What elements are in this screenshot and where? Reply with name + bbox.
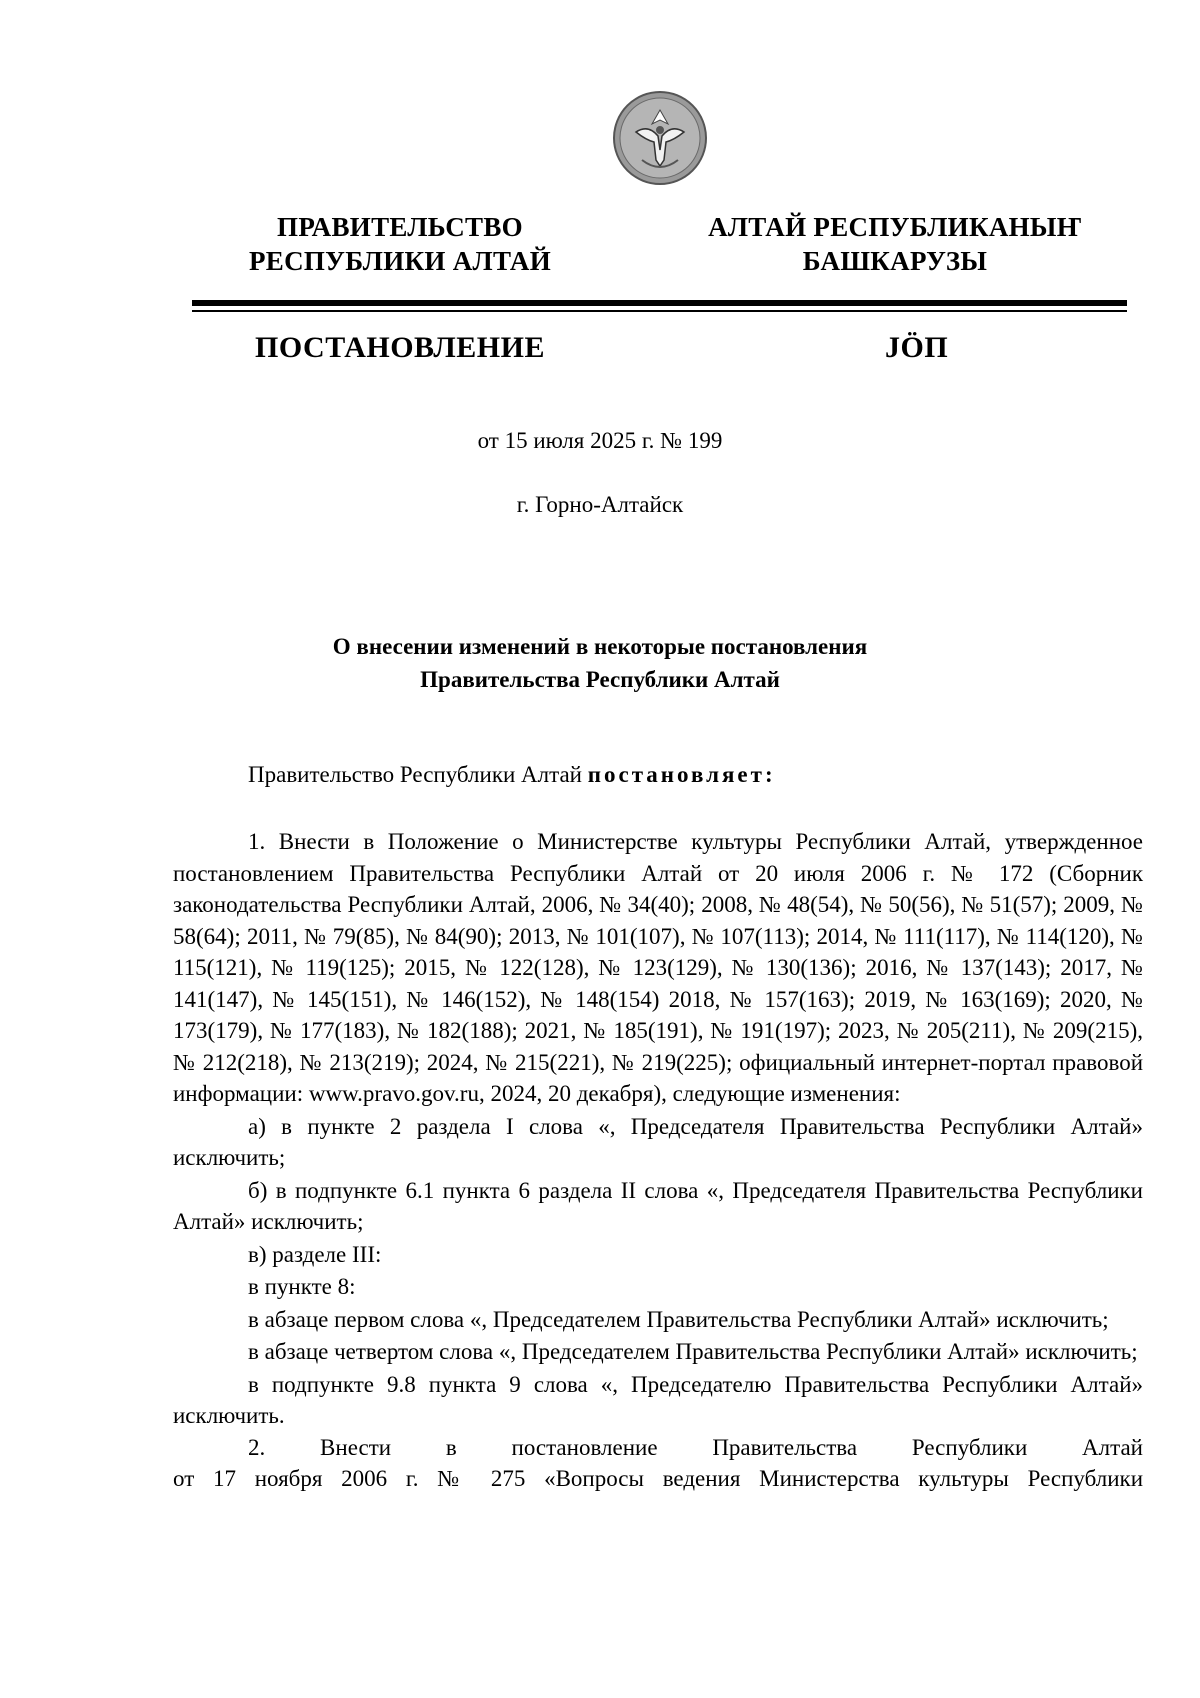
- issuer-name-russian: [230, 210, 570, 278]
- date-and-number: от 15 июля 2025 г. № 199: [477, 428, 723, 453]
- clause-1: 1. Внести в Положение о Министерстве культуры Республики Алтай, утвержденное постановлением Правительства Республики Алтай от 20 июля 2006 г. № 172 (Сборник законодательства Республики Алтай, 2006, № 34(40); 2008, № 48(54), № 50(56), № 51(57); 2009, № 58(64); 2011, № 79(85), № 84(90); 2013, № 101(107), № 107(113); 2014, № 111(117), № 114(120), № 115(121), № 119(125); 2015, № 122(128), № 123(129), № 130(136); 2016, № 137(143); 2017, № 141(147), № 145(151), № 146(152), № 148(154) 2018, № 157(163); 2019, № 163(169); 2020, № 173(179), № 177(183), № 182(188); 2021, № 185(191), № 191(197); 2023, № 205(211), № 209(215), № 212(218), № 213(219); 2024, № 215(221), № 219(225); официальный интернет-портал правовой информации: www.pravo.gov.ru, 2024, 20 декабря), следующие изменения:: [173, 829, 1143, 1106]
- title-line2: Правительства Республики Алтай: [420, 667, 780, 692]
- header-divider-thin: [192, 310, 1127, 312]
- issuer-alt-line2: БАШКАРУЗЫ: [802, 246, 988, 276]
- issuer-name-altai: [705, 210, 1085, 278]
- clause-1-v-abz1: в абзаце первом слова «, Председателем Правительства Республики Алтай» исключить;: [248, 1306, 1109, 1332]
- clause-2-line2: от 17 ноября 2006 г. № 275 «Вопросы ведения Министерства культуры Республики: [173, 1466, 1143, 1491]
- doctype-russian: ПОСТАНОВЛЕНИЕ: [255, 331, 545, 364]
- issuer-ru-line2: РЕСПУБЛИКИ АЛТАЙ: [248, 246, 552, 276]
- preamble: [248, 762, 776, 788]
- clause-1-b: б) в подпункте 6.1 пункта 6 раздела II слова «, Председателя Правительства Республики Алтай» исключить;: [173, 1177, 1143, 1234]
- preamble-emphasis: постановляет:: [587, 762, 776, 787]
- clause-1-v: в) разделе III:: [248, 1241, 382, 1267]
- clause-1-v-point8: в пункте 8:: [248, 1274, 356, 1299]
- title-line1: О внесении изменений в некоторые постановления: [332, 634, 868, 659]
- issuer-ru-line1: ПРАВИТЕЛЬСТВО: [277, 212, 523, 242]
- coat-of-arms-emblem-icon: [612, 90, 708, 186]
- preamble-text: Правительство Республики Алтай: [248, 762, 588, 787]
- clause-1-v-p98: в подпункте 9.8 пункта 9 слова «, Председателю Правительства Республики Алтай» исключить.: [173, 1371, 1143, 1428]
- issuer-alt-line1: АЛТАЙ РЕСПУБЛИКАНЫҤ: [708, 212, 1082, 242]
- doctype-altai: JÖП: [885, 331, 949, 364]
- document-title: [0, 630, 1200, 696]
- clause-1-a: а) в пункте 2 раздела I слова «, Председателя Правительства Республики Алтай» исключить;: [173, 1113, 1143, 1170]
- document-body: [173, 826, 1143, 1495]
- clause-2-line1: 2. Внести в постановление Правительства Республики Алтай: [248, 1434, 1143, 1460]
- city: г. Горно-Алтайск: [516, 492, 684, 517]
- clause-1-v-abz4: в абзаце четвертом слова «, Председателем Правительства Республики Алтай» исключить;: [248, 1339, 1138, 1364]
- header-divider-thick: [192, 300, 1127, 306]
